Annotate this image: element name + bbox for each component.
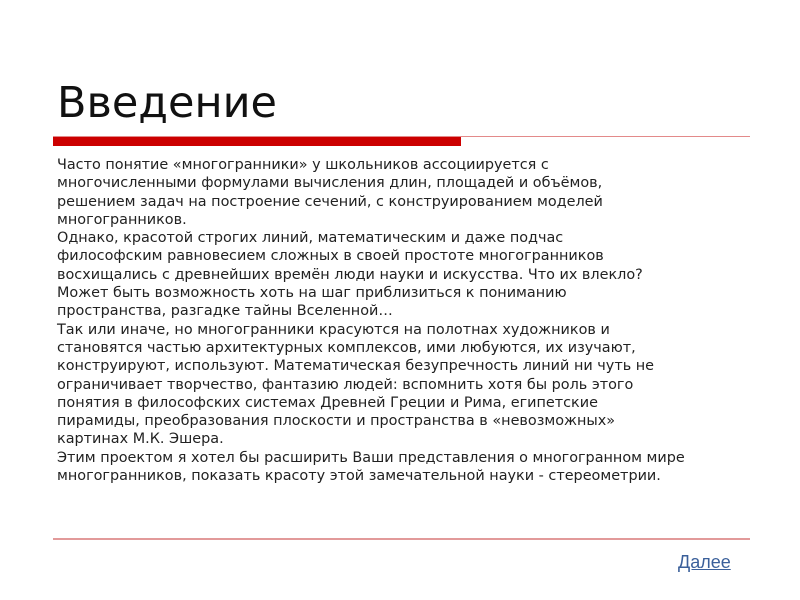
title-divider-accent [53,137,461,146]
text-line: Часто понятие «многогранники» у школьников ассоциируется с [57,157,549,173]
text-line: многогранников. [57,211,187,228]
next-link[interactable]: Далее [678,552,731,572]
slide-title: Введение [57,78,277,128]
text-line: философским равновесием сложных в своей простоте многогранников [57,248,604,265]
text-line: решением задач на построение сечений, с конструированием моделей [57,193,603,210]
text-line: ограничивает творчество, фантазию людей: вспомнить хотя бы роль этого [57,376,634,393]
text-line: Так или иначе, но многогранники красуются на полотнах художников и [57,321,610,338]
text-line: восхищались с древнейших времён люди науки и искусства. Что их влекло? [57,266,643,283]
text-line: конструируют, используют. Математическая безупречность линий ни чуть не [57,358,655,375]
footer-divider [53,538,750,540]
text-line: пространства, разгадке тайны Вселенной… [57,303,393,320]
text-line: Этим проектом я хотел бы расширить Ваши представления о многогранном мире [57,449,685,466]
slide-body-text [57,156,757,485]
text-line: Однако, красотой строгих линий, математическим и даже подчас [57,230,564,247]
text-line: картинах М.К. Эшера. [57,431,224,448]
text-line: становятся частью архитектурных комплексов, ими любуются, их изучают, [57,339,636,356]
text-line: Может быть возможность хоть на шаг приблизиться к пониманию [57,285,567,302]
text-line: многочисленными формулами вычисления длин, площадей и объёмов, [57,175,603,192]
text-line: многогранников, показать красоту этой замечательной науки - стереометрии. [57,468,661,485]
text-line: пирамиды, преобразования плоскости и пространства в «невозможных» [57,413,616,430]
text-line: понятия в философских системах Древней Греции и Рима, египетские [57,394,598,411]
